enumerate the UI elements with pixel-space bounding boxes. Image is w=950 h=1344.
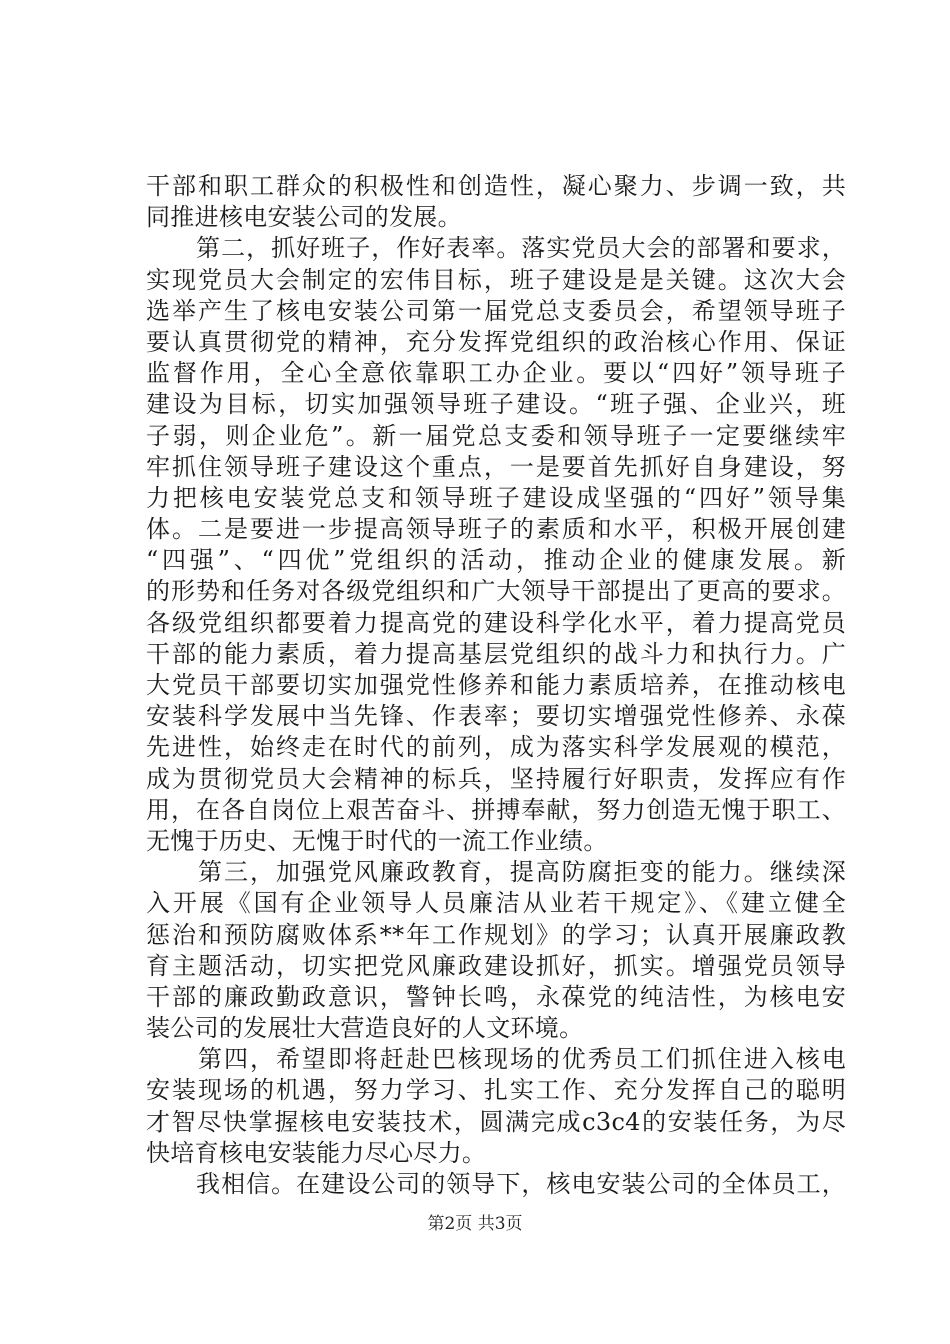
- text-line: 入开展《国有企业领导人员廉洁从业若干规定》、《建立健全: [146, 889, 846, 918]
- text-line: 的形势和任务对各级党组织和广大领导干部提出了更高的要求。: [146, 577, 846, 606]
- text-line: 牢抓住领导班子建设这个重点，一是要首先抓好自身建设，努: [146, 452, 846, 481]
- text-line: 实现党员大会制定的宏伟目标，班子建设是是关键。这次大会: [146, 265, 846, 294]
- text-line: 第四，希望即将赶赴巴核现场的优秀员工们抓住进入核电: [146, 1045, 846, 1074]
- text-line: 惩治和预防腐败体系**年工作规划》的学习；认真开展廉政教: [146, 920, 846, 949]
- text-line: 子弱，则企业危”。新一届党总支委和领导班子一定要继续牢: [146, 421, 846, 450]
- text-line: 体。二是要进一步提高领导班子的素质和水平，积极开展创建: [146, 515, 846, 544]
- text-line: 无愧于历史、无愧于时代的一流工作业绩。: [146, 826, 608, 855]
- text-line: 快培育核电安装能力尽心尽力。: [146, 1138, 487, 1167]
- text-line: 我相信。在建设公司的领导下，核电安装公司的全体员工，: [146, 1170, 846, 1198]
- text-line: 育主题活动，切实把党风廉政建设抓好，抓实。增强党员领导: [146, 951, 846, 980]
- text-line: 监督作用，全心全意依靠职工办企业。要以“四好”领导班子: [146, 359, 846, 388]
- text-line: 成为贯彻党员大会精神的标兵，坚持履行好职责，发挥应有作: [146, 764, 846, 793]
- text-line: 安装现场的机遇，努力学习、扎实工作、充分发挥自己的聪明: [146, 1076, 846, 1105]
- text-line: 同推进核电安装公司的发展。: [146, 203, 462, 232]
- text-line: 建设为目标，切实加强领导班子建设。“班子强、企业兴，班: [146, 390, 846, 419]
- text-line: 各级党组织都要着力提高党的建设科学化水平，着力提高党员: [146, 608, 846, 637]
- page-footer: 第2页 共3页: [427, 1214, 523, 1234]
- text-line: 干部的能力素质，着力提高基层党组织的战斗力和执行力。广: [146, 639, 846, 668]
- text-line: 要认真贯彻党的精神，充分发挥党组织的政治核心作用、保证: [146, 327, 846, 356]
- text-line: 装公司的发展壮大营造良好的人文环境。: [146, 1014, 584, 1043]
- text-line: 才智尽快掌握核电安装技术，圆满完成c3c4的安装任务，为尽: [146, 1107, 846, 1136]
- text-line: 干部的廉政勤政意识，警钟长鸣，永葆党的纯洁性，为核电安: [146, 982, 846, 1011]
- text-line: 大党员干部要切实加强党性修养和能力素质培养，在推动核电: [146, 671, 846, 699]
- text-line: 力把核电安装党总支和领导班子建设成坚强的“四好”领导集: [146, 483, 846, 512]
- text-line: “四强”、“四优”党组织的活动，推动企业的健康发展。新: [146, 546, 846, 575]
- text-line: 干部和职工群众的积极性和创造性，凝心聚力、步调一致，共: [146, 172, 846, 200]
- document-body: [146, 171, 846, 1200]
- text-line: 用，在各自岗位上艰苦奋斗、拼搏奉献，努力创造无愧于职工、: [146, 795, 846, 824]
- text-line: 先进性，始终走在时代的前列，成为落实科学发展观的模范，: [146, 733, 846, 762]
- text-line: 第二，抓好班子，作好表率。落实党员大会的部署和要求，: [146, 234, 846, 263]
- text-line: 安装科学发展中当先锋、作表率；要切实增强党性修养、永葆: [146, 702, 846, 731]
- text-line: 第三，加强党风廉政教育，提高防腐拒变的能力。继续深: [146, 858, 846, 887]
- text-line: 选举产生了核电安装公司第一届党总支委员会，希望领导班子: [146, 296, 846, 325]
